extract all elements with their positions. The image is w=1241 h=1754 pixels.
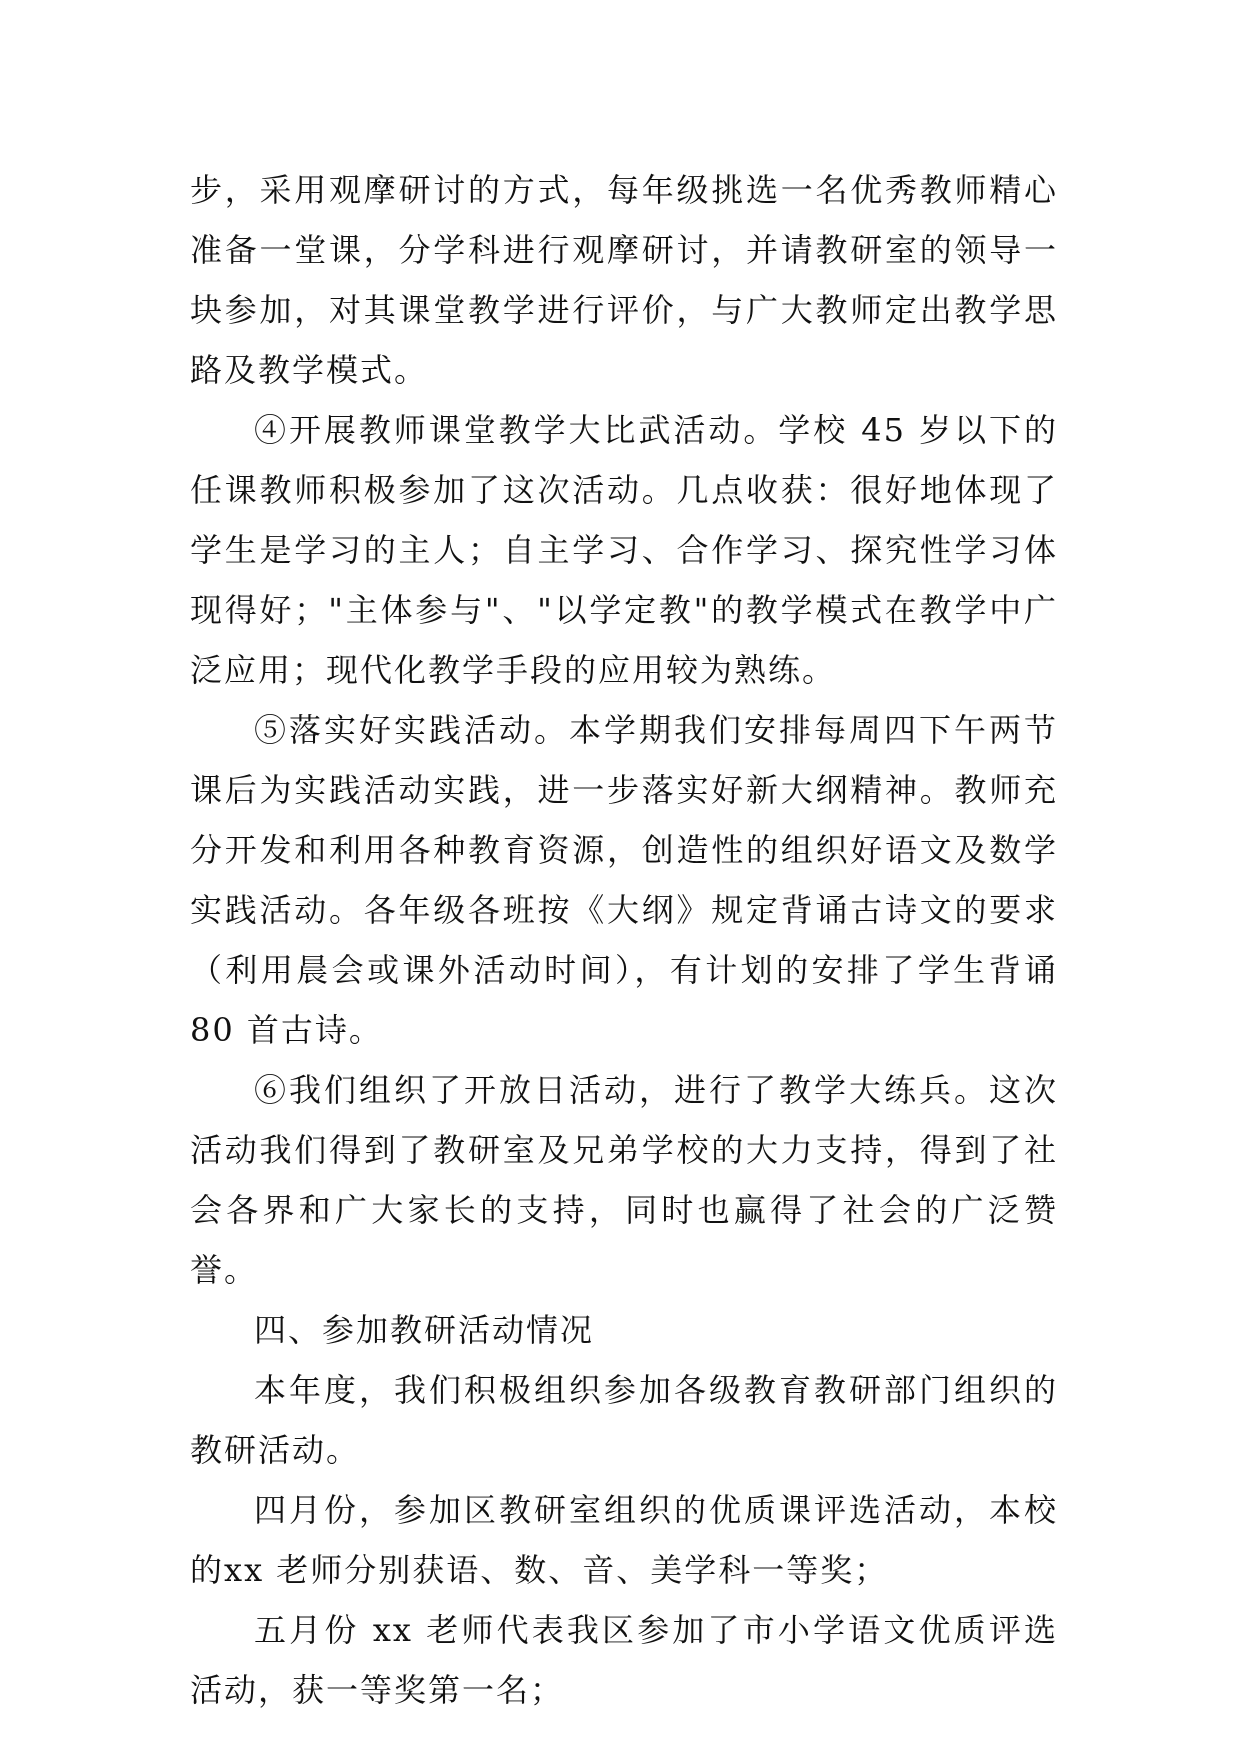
text-line: 动。各年级各班按《大纲》规定背诵古诗文的要求（利用晨 — [190, 891, 1058, 989]
paragraph-open-day — [190, 1060, 1058, 1300]
text-line: 加，对其课堂教学进行评价，与广大教师定出教学思路及教 — [190, 291, 1058, 389]
text-line: 备一堂课，分学科进行观摩研讨，并请教研室的领导一块参 — [190, 231, 1058, 329]
text-line: 动我们得到了教研室及兄弟学校的大力支持，得到了社会各 — [190, 1131, 1058, 1229]
text-line: xx 老师分别获语、数、音、美学科一等奖； — [224, 1551, 889, 1589]
section-heading-text: 四、参加教研活动情况 — [254, 1311, 595, 1349]
text-line: 是学习的主人；自主学习、合作学习、探究性学习体现得好； — [190, 531, 1058, 629]
paragraph-annual-participation — [190, 1360, 1058, 1480]
document-body — [190, 160, 1058, 1720]
text-line: 步，采用观摩研讨的方式，每年级挑选一名优秀教师精心准 — [190, 171, 1058, 269]
text-line: 四月份，参加区教研室组织的优质课评选活动，本校的 — [190, 1491, 1058, 1589]
paragraph-teaching-competition — [190, 400, 1058, 700]
text-line: 代化教学手段的应用较为熟练。 — [360, 651, 837, 689]
text-line: "主体参与"、"以学定教"的教学模式在教学中广泛应用；现 — [190, 591, 1058, 689]
paragraph-practice-activities — [190, 700, 1058, 1060]
text-line: 界和广大家长的支持，同时也赢得了社会的广泛赞誉。 — [190, 1191, 1058, 1289]
text-line: ⑤落实好实践活动。本学期我们安排每周四下午两节课 — [190, 711, 1058, 809]
text-line: ⑥我们组织了开放日活动，进行了教学大练兵。这次活 — [190, 1071, 1058, 1169]
paragraph-may-awards — [190, 1600, 1058, 1720]
text-line: 课教师积极参加了这次活动。几点收获：很好地体现了学生 — [190, 471, 1058, 569]
text-line: 五月份 xx 老师代表我区参加了市小学语文优质评选活 — [190, 1611, 1058, 1709]
text-line: 发和利用各种教育资源，创造性的组织好语文及数学实践活 — [190, 831, 1058, 929]
text-line: 会或课外活动时间），有计划的安排了学生背诵 80 首古诗。 — [190, 951, 1058, 1049]
text-line: 研活动。 — [224, 1431, 361, 1469]
section-heading-research-activities — [190, 1300, 1058, 1360]
text-line: 动，获一等奖第一名； — [224, 1671, 565, 1709]
text-line: 后为实践活动实践，进一步落实好新大纲精神。教师充分开 — [190, 771, 1058, 869]
text-line: ④开展教师课堂教学大比武活动。学校 45 岁以下的任 — [190, 411, 1058, 509]
text-line: 学模式。 — [292, 351, 429, 389]
paragraph-april-awards — [190, 1480, 1058, 1600]
text-line: 本年度，我们积极组织参加各级教育教研部门组织的教 — [190, 1371, 1058, 1469]
paragraph-lesson-observation — [190, 160, 1058, 400]
